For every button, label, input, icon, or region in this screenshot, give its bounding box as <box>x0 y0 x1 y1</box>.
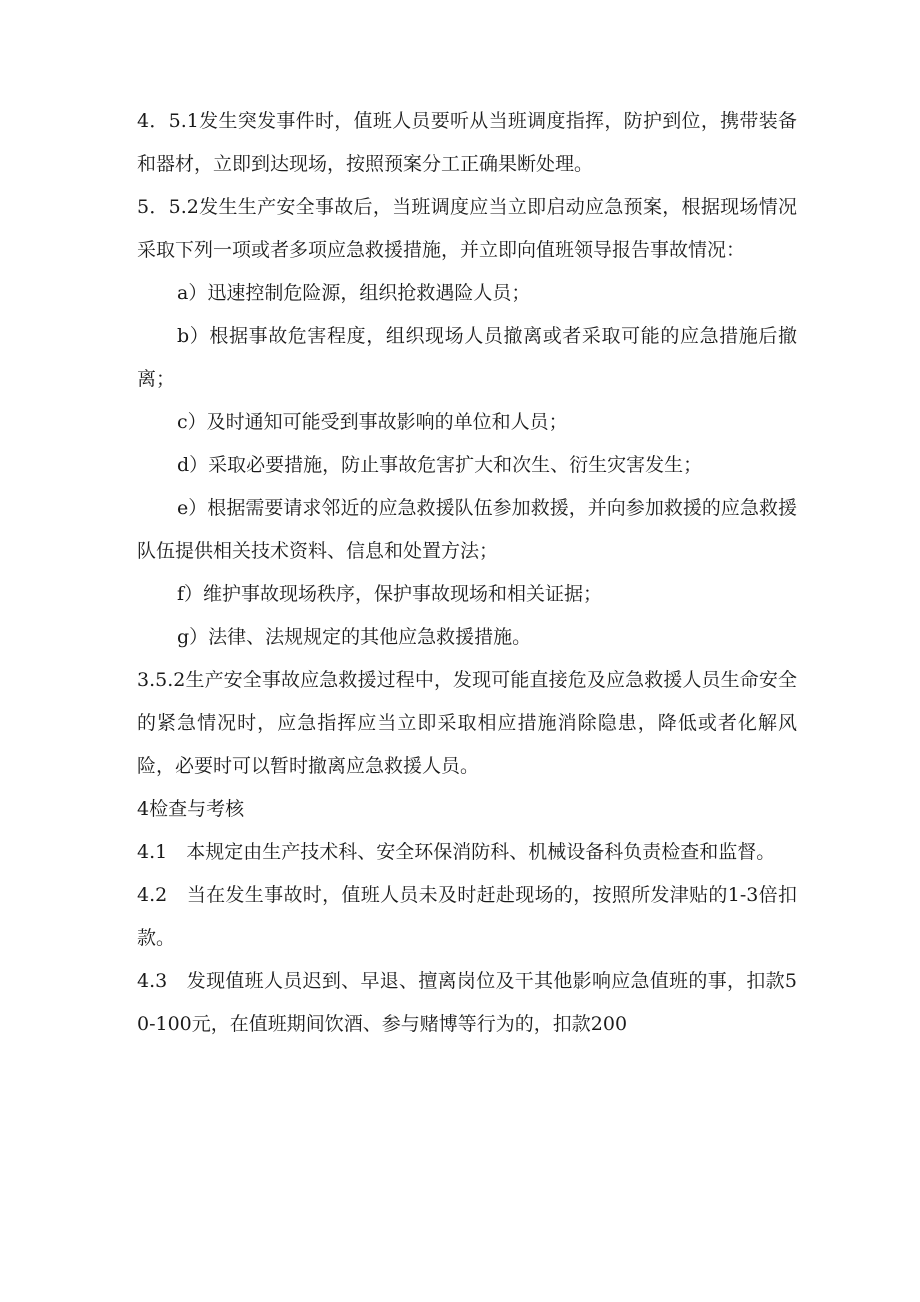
list-item-f: f）维护事故现场秩序，保护事故现场和相关证据； <box>177 583 603 605</box>
paragraph-4-3: 4.3 发现值班人员迟到、早退、擅离岗位及干其他影响应急值班的事，扣款50-100元，在值班期间饮酒、参与赌博等行为的，扣款200 <box>137 970 797 1035</box>
document-body <box>137 100 797 1046</box>
paragraph-4-2: 4.2 当在发生事故时，值班人员未及时赶赴现场的，按照所发津贴的1-3倍扣款。 <box>137 884 797 949</box>
list-item-e: e）根据需要请求邻近的应急救援队伍参加救援，并向参加救援的应急救援队伍提供相关技术资料、信息和处置方法； <box>137 497 797 562</box>
list-item-g: g）法律、法规规定的其他应急救援措施。 <box>177 626 532 648</box>
list-item-c: c）及时通知可能受到事故影响的单位和人员； <box>177 411 568 433</box>
section-heading-inspection: 4检查与考核 <box>137 798 245 820</box>
paragraph-4-5-1: 4．5.1发生突发事件时，值班人员要听从当班调度指挥，防护到位，携带装备和器材，立即到达现场，按照预案分工正确果断处理。 <box>137 110 797 175</box>
list-item-b: b）根据事故危害程度，组织现场人员撤离或者采取可能的应急措施后撤离； <box>137 325 797 390</box>
paragraph-4-1: 4.1 本规定由生产技术科、安全环保消防科、机械设备科负责检查和监督。 <box>137 841 776 863</box>
list-item-d: d）采取必要措施，防止事故危害扩大和次生、衍生灾害发生； <box>177 454 703 476</box>
paragraph-5-5-2: 5．5.2发生生产安全事故后，当班调度应当立即启动应急预案，根据现场情况采取下列一项或者多项应急救援措施，并立即向值班领导报告事故情况： <box>137 196 797 261</box>
paragraph-3-5-2: 3.5.2生产安全事故应急救援过程中，发现可能直接危及应急救援人员生命安全的紧急情况时，应急指挥应当立即采取相应措施消除隐患，降低或者化解风险，必要时可以暂时撤离应急救援人员。 <box>137 669 797 777</box>
list-item-a: a）迅速控制危险源，组织抢救遇险人员； <box>177 282 531 304</box>
